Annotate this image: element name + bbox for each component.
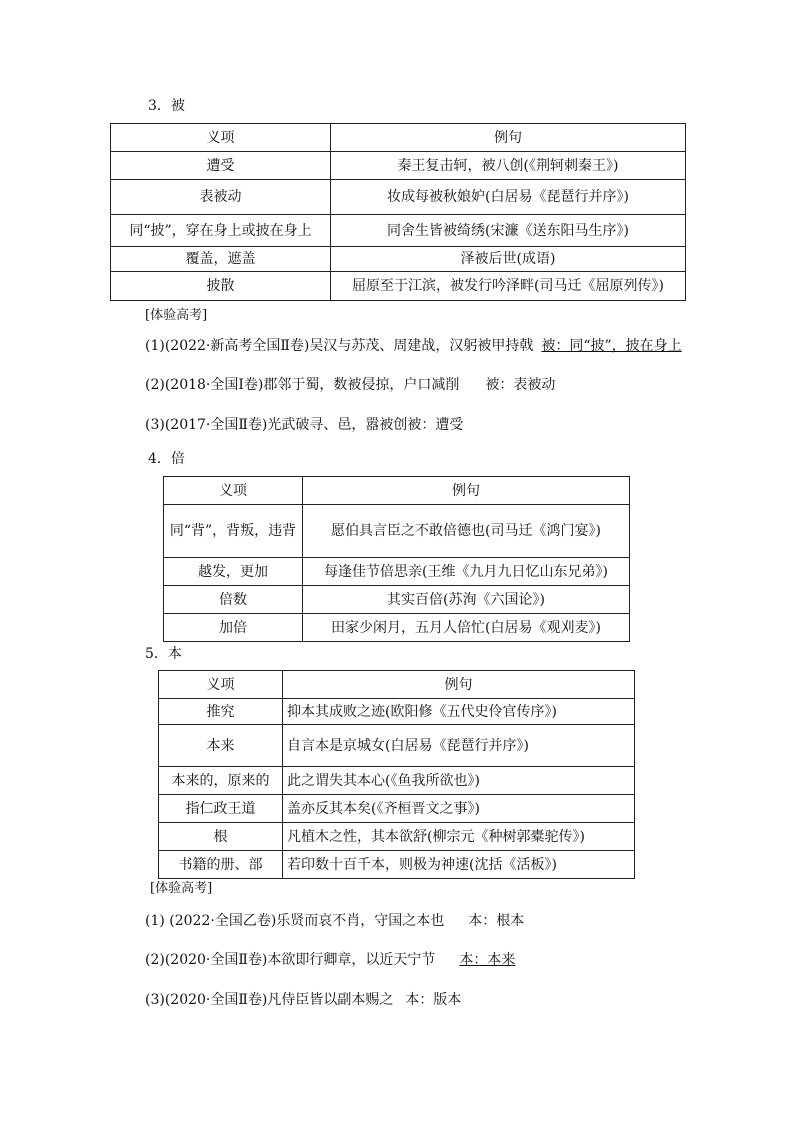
table-row — [164, 586, 630, 614]
table-row — [164, 558, 630, 586]
section-heading-bei: 3．被 — [148, 98, 185, 114]
example-cell: 每逢佳节倍思亲(王维《九月九日忆山东兄弟》) — [303, 558, 630, 586]
table-header-row — [164, 477, 630, 505]
exam-item — [145, 912, 524, 930]
meaning-cell: 根 — [159, 823, 283, 851]
meaning-cell: 越发，更加 — [164, 558, 303, 586]
exam-item — [145, 951, 515, 969]
meaning-cell: 推究 — [159, 699, 283, 725]
example-cell: 秦王复击轲，被八创(《荆轲刺秦王》) — [331, 152, 686, 180]
meaning-cell: 同“披”，穿在身上或披在身上 — [111, 215, 331, 247]
table-row — [159, 795, 635, 823]
example-cell: 其实百倍(苏洵《六国论》) — [303, 586, 630, 614]
example-cell: 此之谓失其本心(《鱼我所欲也》) — [283, 767, 635, 795]
meaning-cell: 加倍 — [164, 614, 303, 642]
exam-text: (3)(2020·全国Ⅱ卷)凡侍臣皆以副本赐之 — [145, 992, 394, 1008]
exam-text: (1)(2022·新高考全国Ⅱ卷)吴汉与苏茂、周建战，汉躬被甲持戟 — [145, 338, 534, 354]
exam-item — [145, 337, 682, 355]
table-row — [111, 272, 686, 301]
table-row — [159, 699, 635, 725]
example-cell: 盖亦反其本矣(《齐桓晋文之事》) — [283, 795, 635, 823]
table-row — [159, 823, 635, 851]
table-row — [159, 767, 635, 795]
example-cell: 同舍生皆被绮绣(宋濂《送东阳马生序》) — [331, 215, 686, 247]
table-row — [159, 851, 635, 879]
column-header: 例句 — [283, 671, 635, 699]
exam-text: (2)(2018·全国Ⅰ卷)郡邻于蜀，数被侵掠，户口减削 — [145, 377, 460, 393]
meaning-table-bei — [110, 123, 686, 301]
exam-tag: [体验高考] — [145, 308, 208, 323]
table-header-row — [111, 124, 686, 152]
meaning-cell: 本来 — [159, 725, 283, 767]
table-row — [111, 152, 686, 180]
column-header: 义项 — [164, 477, 303, 505]
meaning-table-ben — [158, 670, 635, 879]
meaning-cell: 覆盖，遮盖 — [111, 247, 331, 272]
example-cell: 屈原至于江滨，被发行吟泽畔(司马迁《屈原列传》) — [331, 272, 686, 301]
section-heading-ben: 5．本 — [145, 646, 182, 662]
example-cell: 凡植木之性，其本欲舒(柳宗元《种树郭橐驼传》) — [283, 823, 635, 851]
column-header: 例句 — [303, 477, 630, 505]
meaning-table-bei-double — [163, 476, 630, 642]
exam-text: (1) (2022·全国乙卷)乐贤而哀不肖，守国之本也 — [145, 913, 445, 929]
exam-answer: 被：同“披”，披在身上 — [541, 338, 682, 354]
exam-text: (3)(2017·全国Ⅱ卷)光武破寻、邑，嚣被创被：遭受 — [145, 417, 464, 433]
meaning-cell: 遭受 — [111, 152, 331, 180]
table-row — [164, 505, 630, 558]
exam-tag: [体验高考] — [150, 881, 213, 896]
exam-answer: 本：版本 — [405, 992, 462, 1008]
table-row — [111, 215, 686, 247]
column-header: 义项 — [111, 124, 331, 152]
meaning-cell: 披散 — [111, 272, 331, 301]
exam-answer: 本：根本 — [468, 913, 525, 929]
example-cell: 抑本其成败之迹(欧阳修《五代史伶官传序》) — [283, 699, 635, 725]
exam-answer: 本：本来 — [459, 952, 516, 968]
table-row — [111, 180, 686, 215]
exam-item — [145, 376, 555, 394]
meaning-cell: 书籍的册、部 — [159, 851, 283, 879]
meaning-cell: 指仁政王道 — [159, 795, 283, 823]
exam-item — [145, 416, 463, 434]
example-cell: 愿伯具言臣之不敢倍德也(司马迁《鸿门宴》) — [303, 505, 630, 558]
table-row — [164, 614, 630, 642]
meaning-cell: 同“背”，背叛，违背 — [164, 505, 303, 558]
exam-text: (2)(2020·全国Ⅱ卷)本欲即行卿章，以近天宁节 — [145, 952, 436, 968]
example-cell: 妆成每被秋娘妒(白居易《琵琶行并序》) — [331, 180, 686, 215]
exam-answer: 被：表被动 — [485, 377, 556, 393]
meaning-cell: 倍数 — [164, 586, 303, 614]
table-row — [111, 247, 686, 272]
exam-item — [145, 991, 461, 1009]
example-cell: 自言本是京城女(白居易《琵琶行并序》) — [283, 725, 635, 767]
table-row — [159, 725, 635, 767]
column-header: 义项 — [159, 671, 283, 699]
column-header: 例句 — [331, 124, 686, 152]
example-cell: 若印数十百千本，则极为神速(沈括《活板》) — [283, 851, 635, 879]
example-cell: 田家少闲月，五月人倍忙(白居易《观刈麦》) — [303, 614, 630, 642]
table-header-row — [159, 671, 635, 699]
meaning-cell: 本来的，原来的 — [159, 767, 283, 795]
example-cell: 泽被后世(成语) — [331, 247, 686, 272]
section-heading-bei-double: 4．倍 — [148, 451, 185, 467]
meaning-cell: 表被动 — [111, 180, 331, 215]
